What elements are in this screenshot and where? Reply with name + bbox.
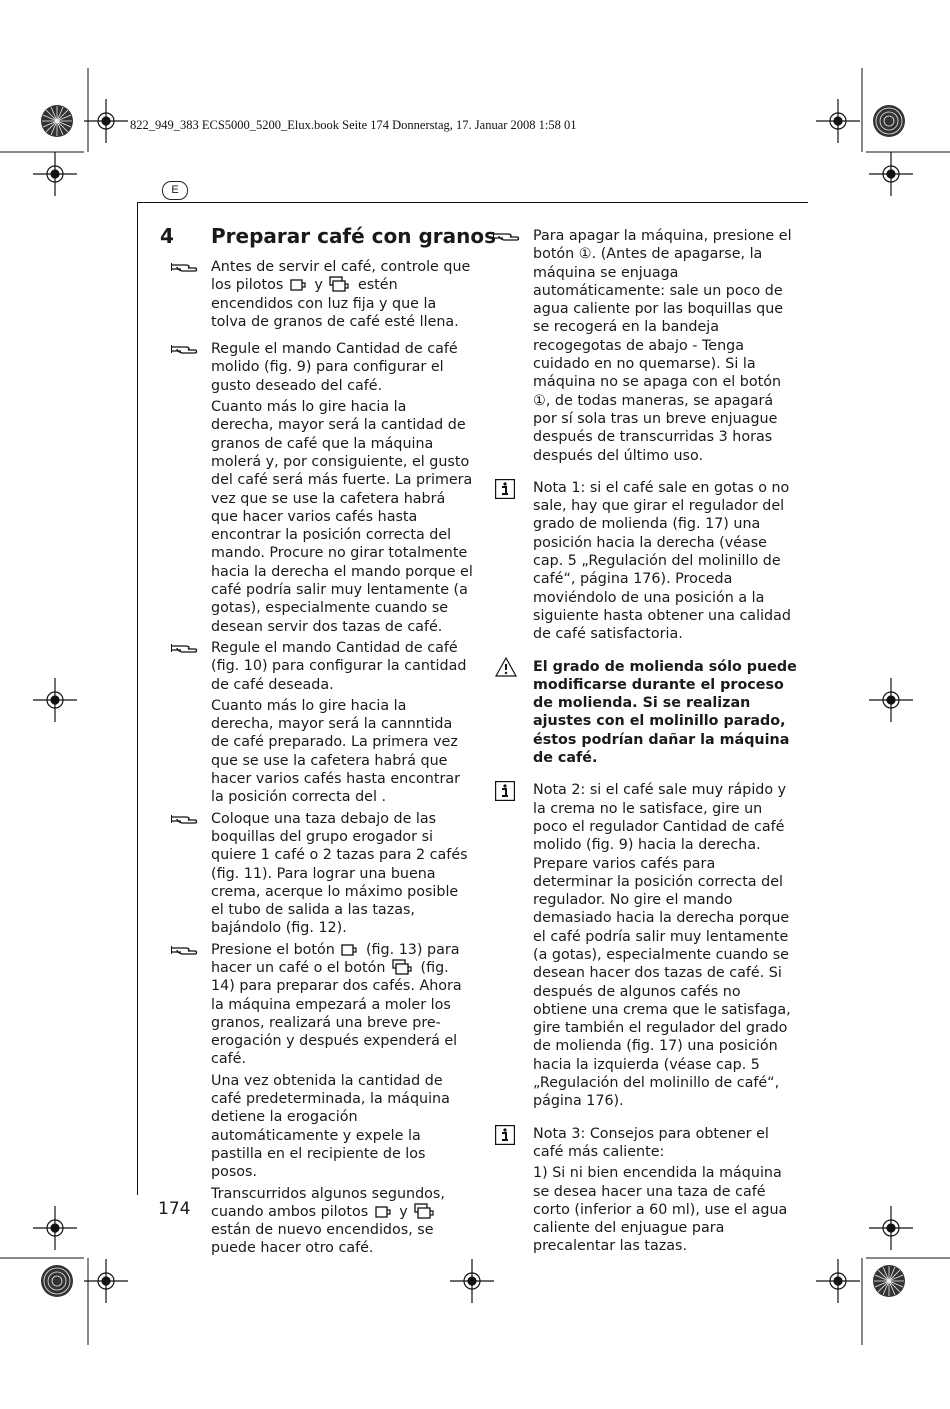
note-paragraph: Nota 2: si el café sale muy rápido y la crema no le satisface, gire un poco el regulador Cantidad de café molido (fig. 9) hacia la derecha. Prepare varios cafés para determinar la posición correcta del regulador. No gire el mando demasiado hacia la derecha porque el café podría salir muy lentamente (a gotas), especialmente cuando se desean hacer dos tazas de café. Si después de algunos cafés no obtiene una crema que le satisfaga, gire también el regulador del grado de molienda (fig. 17) una posición hacia la izquierda (véase cap. 5 „Regulación del molinillo de café“, página 176). [533, 781, 797, 1110]
info-icon [495, 479, 515, 499]
two-cups-icon [392, 959, 414, 975]
left-column [211, 258, 473, 1261]
note-paragraph: Nota 3: Consejos para obtener el café más caliente: [533, 1125, 797, 1162]
power-button-symbol: ① [578, 246, 592, 263]
info-icon [495, 1125, 515, 1145]
instruction-paragraph: Presione el botón (fig. 13) para hacer un café o el botón (fig. 14) para preparar dos cafés. Ahora la máquina empezará a moler los granos, realizará una breve pre-erogación y después expenderá el café. [211, 941, 473, 1069]
body-paragraph: Cuanto más lo gire hacia la derecha, mayor será la cannntida de café preparado. La primera vez que se use la cafetera habrá que hacer varios cafés hasta encontrar la posición correcta del . [211, 697, 460, 806]
page-number: 174 [158, 1199, 191, 1219]
note-list-item: 1) Si ni bien encendida la máquina se desea hacer una taza de café corto (inferior a 60 ml), use el agua caliente del enjuague para precalentar las tazas. [533, 1165, 788, 1255]
instruction-paragraph: Regule el mando Cantidad de café (fig. 10) para configurar la cantidad de café deseada. [211, 639, 473, 694]
warning-triangle-icon [495, 657, 517, 677]
instruction-paragraph: Para apagar la máquina, presione el botón ①. (Antes de apagarse, la máquina se enjuaga automáticamente: sale un poco de agua caliente por las boquillas que se recogerá en la bandeja recogegotas de abajo - Tenga cuidado en no quemarse). Si la máquina no se apaga con el botón ①, de todas maneras, se apagará por sí sola tras un breve enjuague después de transcurridas 3 horas después del último uso. [533, 227, 797, 465]
instruction-paragraph: Antes de servir el café, controle que los pilotos y estén encendidos con luz fija y que la tolva de granos de café esté llena. [211, 258, 473, 331]
right-column [533, 227, 797, 1259]
language-badge: E [162, 181, 188, 200]
instruction-paragraph: Regule el mando Cantidad de café molido (fig. 9) para configurar el gusto deseado del café. [211, 340, 473, 395]
section-title: Preparar café con granos [211, 224, 497, 248]
body-paragraph: Transcurridos algunos segundos, cuando ambos pilotos y están de nuevo encendidos, se puede hacer otro café. [211, 1185, 445, 1257]
pointing-hand-icon [171, 341, 199, 357]
pointing-hand-icon [171, 640, 199, 656]
top-rule [137, 202, 808, 203]
body-paragraph: Una vez obtenida la cantidad de café predeterminada, la máquina detiene la erogación automáticamente y expele la pastilla en el recipiente de los posos. [211, 1072, 450, 1181]
power-button-symbol: ① [533, 392, 546, 409]
two-cups-icon [414, 1203, 436, 1219]
one-cup-icon [375, 1205, 393, 1219]
section-number: 4 [160, 224, 174, 248]
two-cups-icon [329, 276, 351, 292]
pointing-hand-icon [171, 942, 199, 958]
one-cup-icon [290, 278, 308, 292]
body-paragraph: Cuanto más lo gire hacia la derecha, mayor será la cantidad de granos de café que la máquina molerá y, por consiguiente, el gusto del café será más fuerte. La primera vez que se use la cafetera habrá que hacer varios cafés hasta encontrar la posición correcta del mando. Procure no girar totalmente hacia la derecha el mando porque el café podría salir muy lentamente (a gotas), especialmente cuando se desean servir dos tazas de café. [211, 399, 473, 635]
info-icon [495, 781, 515, 801]
print-header: 822_949_383 ECS5000_5200_Elux.book Seite 174 Donnerstag, 17. Januar 2008 1:58 01 [130, 118, 577, 132]
pointing-hand-icon [171, 259, 199, 275]
pointing-hand-icon [171, 811, 199, 827]
warning-paragraph: El grado de molienda sólo puede modificarse durante el proceso de molienda. Si se realizan ajustes con el molinillo parado, éstos podrían dañar la máquina de café. [533, 658, 797, 768]
note-paragraph: Nota 1: si el café sale en gotas o no sale, hay que girar el regulador del grado de molienda (fig. 17) una posición hacia la derecha (véase cap. 5 „Regulación del molinillo de café“, página 176). Proceda moviéndolo de una posición a la siguiente hasta obtener una calidad de café satisfactoria. [533, 479, 797, 644]
pointing-hand-icon [493, 228, 521, 244]
one-cup-icon [341, 943, 359, 957]
left-rule [137, 202, 138, 1195]
instruction-paragraph: Coloque una taza debajo de las boquillas del grupo erogador si quiere 1 café o 2 tazas para 2 cafés (fig. 11). Para lograr una buena crema, acerque lo máximo posible el tubo de salida a las tazas, bajándolo (fig. 12). [211, 810, 473, 938]
